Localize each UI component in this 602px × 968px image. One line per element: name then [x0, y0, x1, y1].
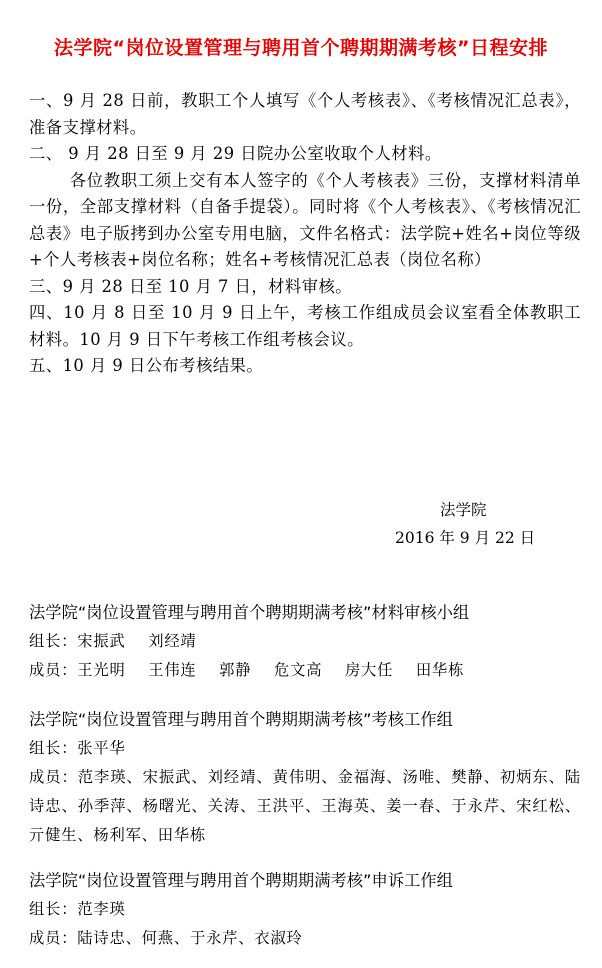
group-assessment-work	[29, 705, 581, 850]
group-title: 法学院“岗位设置管理与聘用首个聘期期满考核”考核工作组	[29, 710, 453, 729]
page-title: 法学院“岗位设置管理与聘用首个聘期期满考核”日程安排	[54, 37, 548, 59]
group-members: 成员：范李瑛、宋振武、刘经靖、黄伟明、金福海、汤唯、樊静、初炳东、陆诗忠、孙季萍、杨曙光、关涛、王洪平、王海英、姜一春、于永芹、宋红松、亓健生、杨利军、田华栋	[29, 768, 581, 844]
group-title: 法学院“岗位设置管理与聘用首个聘期期满考核”材料审核小组	[29, 603, 470, 622]
group-leader: 组长：范李瑛	[29, 900, 126, 918]
schedule-item-3: 三、9 月 28 日至 10 月 7 日，材料审核。	[29, 276, 353, 296]
group-title: 法学院“岗位设置管理与聘用首个聘期期满考核”申诉工作组	[29, 871, 453, 890]
schedule-item-4: 四、10 月 8 日至 10 月 9 日上午，考核工作组成员会议室看全体教职工材料。10 月 9 日下午考核工作组考核会议。	[29, 303, 581, 349]
schedule-section	[29, 88, 581, 380]
schedule-item-5: 五、10 月 9 日公布考核结果。	[29, 356, 264, 375]
group-leader: 组长：张平华	[29, 739, 126, 757]
group-appeal-work	[29, 866, 581, 953]
signature-org: 法学院	[440, 501, 487, 519]
schedule-item-1: 一、9 月 28 日前，教职工个人填写《个人考核表》、《考核情况汇总表》，准备支撑材料。	[29, 91, 581, 137]
group-leader: 组长：宋振武 刘经靖	[29, 632, 197, 650]
signature-date: 2016 年 9 月 22 日	[395, 529, 536, 547]
group-members: 成员：陆诗忠、何燕、于永芹、衣淑玲	[29, 929, 303, 947]
schedule-item-2: 二、 9 月 28 日至 9 月 29 日院办公室收取个人材料。	[29, 144, 442, 163]
group-material-review	[29, 598, 581, 685]
schedule-item-2-detail: 各位教职工须上交有本人签字的《个人考核表》三份，支撑材料清单一份，全部支撑材料（自备手提袋）。同时将《个人考核表》、《考核情况汇总表》电子版拷到办公室专用电脑，文件名格式：法学院+姓名+岗位等级+个人考核表+岗位名称；姓名+考核情况汇总表（岗位名称）	[29, 170, 581, 269]
signature-block	[395, 496, 575, 552]
group-members: 成员：王光明 王伟连 郭静 危文高 房大任 田华栋	[29, 661, 465, 679]
